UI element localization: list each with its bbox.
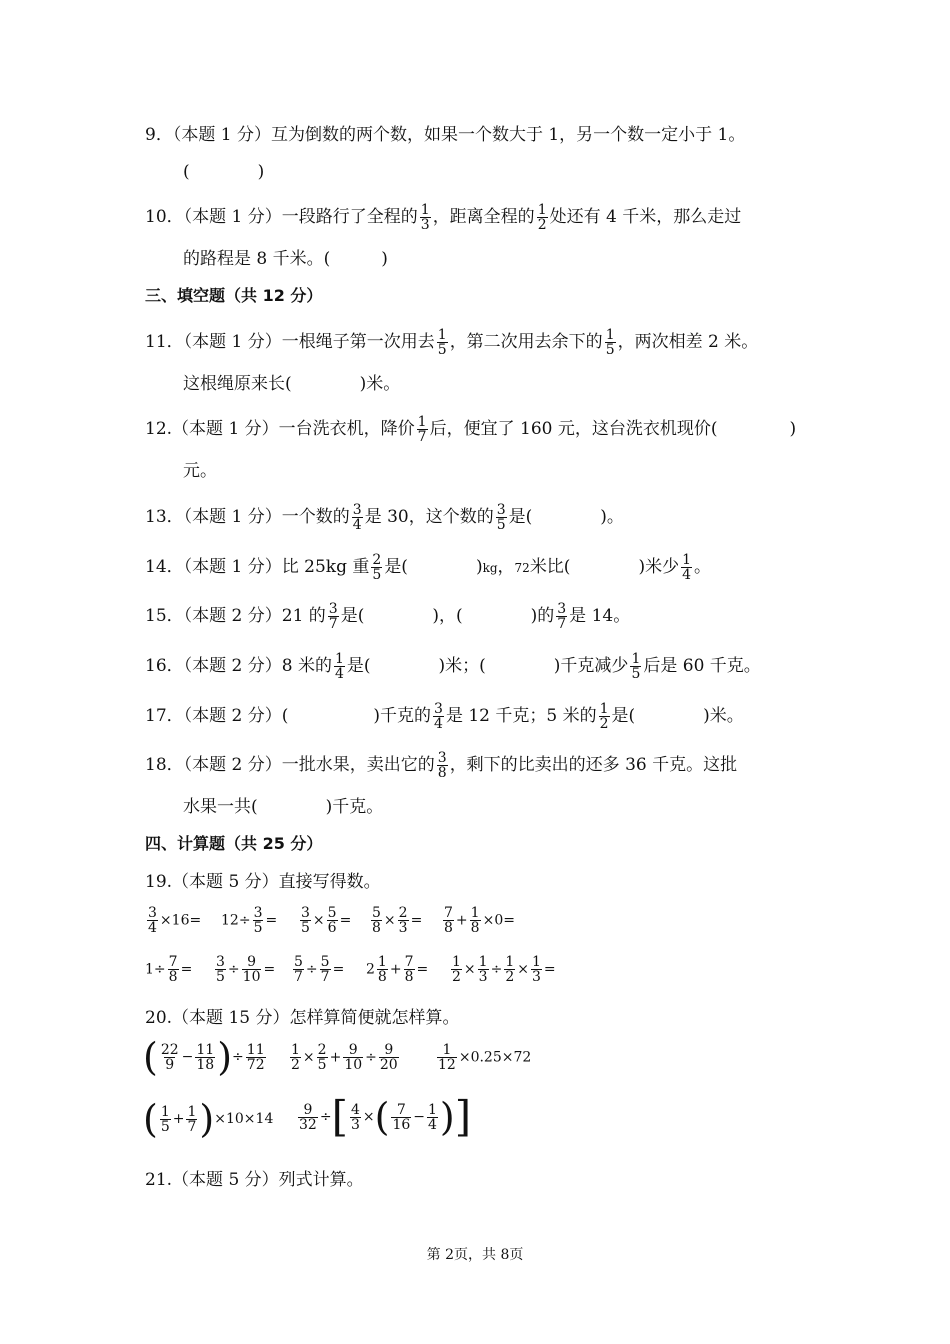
fraction: $\frac{1}{4}$ xyxy=(334,651,344,682)
fraction: $\frac{1}{2}$ xyxy=(599,701,609,732)
calc-expr: ( $\frac{22}{9}$ − $\frac{11}{18}$ )÷ $\frac{11}{72}$ xyxy=(143,1035,265,1079)
question-18: 18．（本题 2 分）一批水果，卖出它的 $\frac{3}{8}$ ，剩下的比卖出的还多 36 千克。这批 xyxy=(145,750,738,781)
question-10: 10．（本题 1 分）一段路行了全程的 $\frac{1}{3}$ ，距离全程的 $\frac{1}{2}$ 处还有 4 千米，那么走过 xyxy=(145,202,742,233)
question-11: 11．（本题 1 分）一根绳子第一次用去 $\frac{1}{5}$ ，第二次用去余下的 $\frac{1}{5}$ ，两次相差 2 米。 xyxy=(145,327,759,358)
fraction: $\frac{3}{7}$ xyxy=(557,601,567,632)
calc-expr: $\frac{7}{8}$ + $\frac{1}{8}$ ×0= xyxy=(444,905,515,936)
question-9: 9．（本题 1 分）互为倒数的两个数，如果一个数大于 1，另一个数一定小于 1。 xyxy=(145,125,746,145)
fraction: $\frac{1}{5}$ xyxy=(631,651,641,682)
calc-expr: $\frac{1}{2}$ × $\frac{1}{3}$ ÷ $\frac{1}{2}$ × $\frac{1}{3}$ = xyxy=(452,954,556,985)
question-18-line2: 水果一共( )千克。 xyxy=(183,797,384,817)
question-17: 17．（本题 2 分）( )千克的 $\frac{3}{4}$ 是 12 千克；5 米的 $\frac{1}{2}$ 是( )米。 xyxy=(145,701,744,732)
question-14: 14．（本题 1 分）比 25kg 重 $\frac{2}{5}$ 是( )kg，72米比( )米少 $\frac{1}{4}$ 。 xyxy=(145,552,711,583)
question-15: 15．（本题 2 分）21 的 $\frac{3}{7}$ 是( )，( )的 $\frac{3}{7}$ 是 14。 xyxy=(145,601,631,632)
question-16: 16．（本题 2 分）8 米的 $\frac{1}{4}$ 是( )米；( )千克减少 $\frac{1}{5}$ 后是 60 千克。 xyxy=(145,651,761,682)
calc-expr: $\frac{3}{5}$ × $\frac{5}{6}$ = xyxy=(301,905,352,936)
calc-expr: $\frac{9}{32}$ ÷[ $\frac{4}{3}$ ×( $\frac{7}{16}$ − $\frac{1}{4}$ )] xyxy=(299,1092,472,1141)
fraction: $\frac{1}{3}$ xyxy=(420,202,430,233)
fraction: $\frac{1}{2}$ xyxy=(537,202,547,233)
fraction: $\frac{1}{4}$ xyxy=(682,552,691,583)
calc-expr: $\frac{5}{8}$ × $\frac{2}{3}$ = xyxy=(372,905,423,936)
fraction: $\frac{3}{4}$ xyxy=(352,502,362,533)
question-21: 21.（本题 5 分）列式计算。 xyxy=(145,1170,364,1190)
calc-expr: 1÷ $\frac{7}{8}$ = xyxy=(145,954,193,985)
fraction: $\frac{1}{7}$ xyxy=(417,414,427,445)
calc-expr: $\frac{5}{7}$ ÷ $\frac{5}{7}$ = xyxy=(294,954,345,985)
question-13: 13．（本题 1 分）一个数的 $\frac{3}{4}$ 是 30，这个数的 $\frac{3}{5}$ 是( )。 xyxy=(145,502,624,533)
page-footer: 第 2页，共 8页 xyxy=(426,1247,524,1263)
question-10-line2: 的路程是 8 千米。( ) xyxy=(183,249,388,269)
calc-expr: 12÷ $\frac{3}{5}$ = xyxy=(221,905,278,936)
section-4-title: 四、计算题（共 25 分） xyxy=(145,834,323,853)
fraction: $\frac{1}{5}$ xyxy=(605,327,615,358)
calc-expr: ( $\frac{1}{5}$ + $\frac{1}{7}$ )×10×14 xyxy=(143,1097,274,1141)
calc-expr: 2 $\frac{1}{8}$ + $\frac{7}{8}$ = xyxy=(366,954,429,985)
answer-blank-9: ( ) xyxy=(183,162,265,182)
question-11-line2: 这根绳原来长( )米。 xyxy=(183,374,401,394)
question-12-line2: 元。 xyxy=(183,461,217,481)
question-19: 19.（本题 5 分）直接写得数。 xyxy=(145,872,381,892)
fraction: $\frac{1}{5}$ xyxy=(437,327,447,358)
fraction: $\frac{3}{5}$ xyxy=(496,502,506,533)
question-20: 20.（本题 15 分）怎样算简便就怎样算。 xyxy=(145,1008,460,1028)
fraction: $\frac{3}{7}$ xyxy=(328,601,338,632)
calc-expr: $\frac{3}{5}$ ÷ $\frac{9}{10}$ = xyxy=(216,954,276,985)
calc-expr: $\frac{3}{4}$ ×16= xyxy=(148,905,202,936)
fraction: $\frac{3}{8}$ xyxy=(437,750,447,781)
calc-expr: $\frac{1}{2}$ × $\frac{2}{5}$ + $\frac{9}{10}$ ÷ $\frac{9}{20}$ xyxy=(291,1042,398,1073)
calc-expr: $\frac{1}{12}$ ×0.25×72 xyxy=(438,1042,532,1073)
fraction: $\frac{3}{4}$ xyxy=(434,701,443,732)
section-3-title: 三、填空题（共 12 分） xyxy=(145,286,323,305)
question-12: 12.（本题 1 分）一台洗衣机，降价 $\frac{1}{7}$ 后，便宜了 160 元，这台洗衣机现价( ) xyxy=(145,414,797,445)
fraction: $\frac{2}{5}$ xyxy=(372,552,382,583)
